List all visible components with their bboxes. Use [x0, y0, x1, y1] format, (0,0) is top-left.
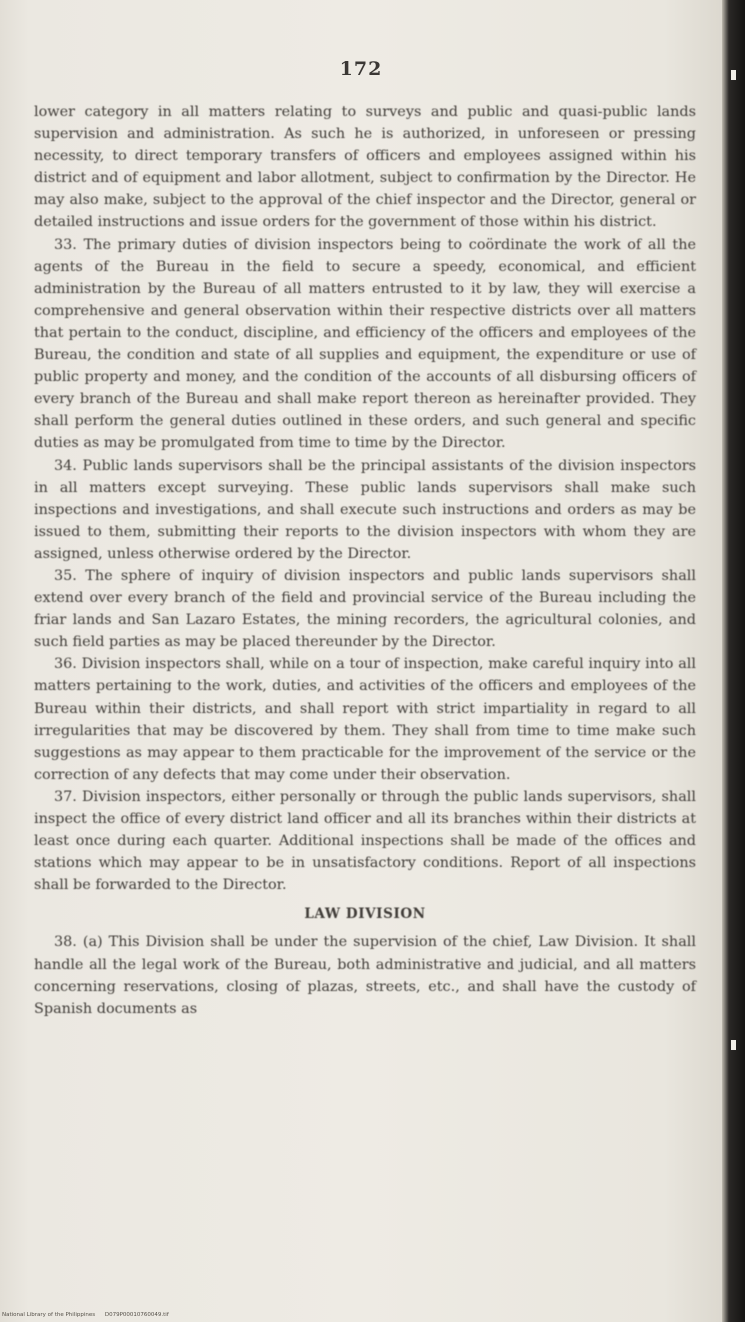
paragraph-33: 33. The primary duties of division inspectors being to coördinate the work of all the agents of the Bureau in the field to secure a speedy, economical, and efficient administration by the Bureau of all matters entrusted to it by law, they will exercise a comprehensive and general observation within their respective districts over all matters that pertain to the conduct, discipline, and efficiency of the officers and employees of the Bureau, the condition and state of all supplies and equipment, the expenditure or use of public property and money, and the condition of the accounts of all disbursing officers of every branch of the Bureau and shall make report thereon as hereinafter provided. They shall perform the general duties outlined in these orders, and such general and specific duties as may be promulgated from time to time by the Director. [34, 236, 696, 452]
page-number: 172 [339, 58, 383, 80]
section-heading-law-division: LAW DIVISION [304, 906, 426, 923]
scan-credit [2, 1312, 177, 1318]
paragraph-34: 34. Public lands supervisors shall be the principal assistants of the division inspectors in all matters except surveying. These public lands supervisors shall make such inspections and investigations, and shall execute such instructions and orders as may be issued to them, submitting their reports to the division inspectors with whom they are assigned, unless otherwise ordered by the Director. [34, 457, 696, 562]
scan-credit-library: National Library of the Philippines [2, 1312, 96, 1318]
edge-mark [731, 70, 736, 80]
edge-mark [731, 1040, 736, 1050]
paragraph-35: 35. The sphere of inquiry of division inspectors and public lands supervisors shall extend over every branch of the field and provincial service of the Bureau including the friar lands and San Lazaro Estates, the mining recorders, the agricultural colonies, and such field parties as may be placed thereunder by the Director. [34, 567, 696, 651]
body-text [34, 101, 696, 1020]
scan-page-edge [722, 0, 745, 1322]
scan-credit-id: D079P00010760049.tif [104, 1312, 169, 1318]
paragraph-continuation: lower category in all matters relating to surveys and public and quasi-public lands supervision and administration. As such he is authorized, in unforeseen or pressing necessity, to direct temporary transfers of officers and employees assigned within his district and of equipment and labor allotment, subject to confirmation by the Director. He may also make, subject to the approval of the chief inspector and the Director, general or detailed instructions and issue orders for the government of those within his district. [34, 104, 696, 231]
paragraph-37: 37. Division inspectors, either personally or through the public lands supervisors, shall inspect the office of every district land officer and all its branches within their districts at least once during each quarter. Additional inspections shall be made of the offices and stations which may appear to be in unsatisfactory conditions. Report of all inspections shall be forwarded to the Director. [34, 788, 696, 894]
paragraph-36: 36. Division inspectors shall, while on a tour of inspection, make careful inquiry into all matters pertaining to the work, duties, and activities of the officers and employees of the Bureau within their districts, and shall report with strict impartiality in regard to all irregularities that may be discovered by them. They shall from time to time make such suggestions as may appear to them practicable for the improvement of the service or the correction of any defects that may come under their observation. [34, 656, 696, 783]
paragraph-38: 38. (a) This Division shall be under the supervision of the chief, Law Division. It shall handle all the legal work of the Bureau, both administrative and judicial, and all matters concerning reservations, closing of plazas, streets, etc., and shall have the custody of Spanish documents as [34, 934, 696, 1017]
